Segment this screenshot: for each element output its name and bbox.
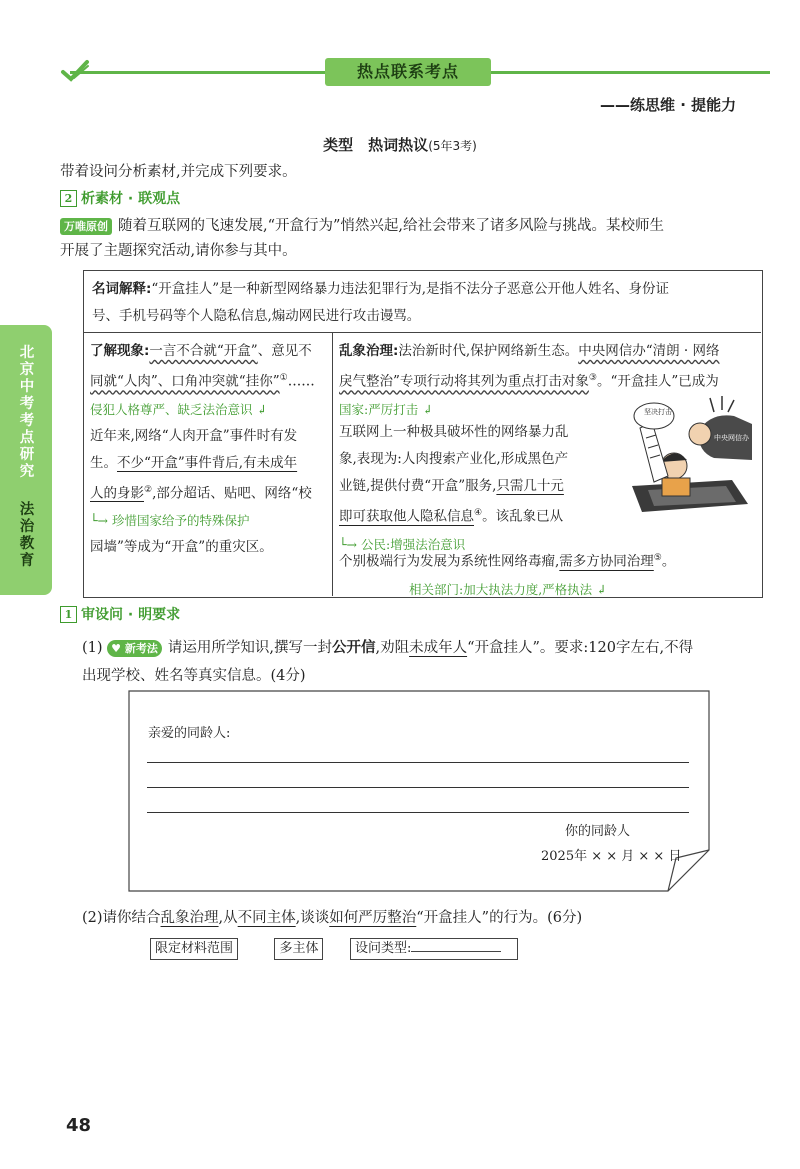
note-state: 国家:严厉打击 ↲ — [339, 401, 433, 417]
definition-line2: 号、手机号码等个人隐私信息,煽动网民进行攻击谩骂。 — [92, 308, 421, 324]
letter-signature: 你的同龄人 — [565, 824, 631, 839]
material-divider — [332, 333, 333, 596]
phenomenon-line6: 园墙”等成为“开盒”的重灾区。 — [90, 539, 273, 555]
governance-line1: 乱象治理:法治新时代,保护网络新生态。中央网信办“清朗 · 网络 — [339, 343, 720, 359]
phenomenon-column — [90, 338, 330, 561]
q2-hint-boxes — [150, 938, 518, 960]
note-departments: 相关部门:加大执法力度,严格执法 ↲ — [409, 581, 607, 597]
step1-heading — [60, 603, 180, 628]
step2-intro — [60, 214, 760, 264]
note-citizen: └→ 公民:增强法治意识 — [339, 536, 466, 552]
cartoon-illustration — [602, 394, 754, 518]
phenomenon-label: 了解现象: — [90, 343, 150, 359]
side-tab-main: 北京中考考点研究 — [19, 345, 35, 480]
governance-label: 乱象治理: — [339, 343, 399, 359]
original-tag: 万唯原创 — [60, 218, 112, 235]
cartoon-arm-text: 中央网信办 — [714, 434, 749, 442]
phenomenon-line4: 生。不少“开盒”事件背后,有未成年 — [90, 454, 298, 471]
header-banner: 热点联系考点 — [325, 58, 491, 86]
step2-label: 析素材 · 联观点 — [81, 191, 181, 207]
governance-line4: 象,表现为:人肉搜索产业化,形成黑色产 — [339, 451, 569, 467]
letter-greeting: 亲爱的同龄人: — [148, 726, 231, 741]
phenomenon-line2: 同就“人肉”、口角冲突就“挂你”①…… — [90, 373, 315, 390]
q1-number: (1) — [82, 640, 103, 656]
letter-line-1[interactable] — [147, 762, 689, 763]
q2-number: (2) — [82, 910, 103, 926]
definition-line1: “开盒挂人”是一种新型网络暴力违法犯罪行为,是指不法分子恶意公开他人姓名、身份证 — [151, 281, 669, 297]
note-protection: └→ 珍惜国家给予的特殊保护 — [90, 513, 250, 528]
q1-line2: 出现学校、姓名等真实信息。(4分) — [82, 668, 306, 684]
phenomenon-line3: 近年来,网络“人肉开盒”事件时有发 — [90, 427, 298, 444]
hint-subjects: 多主体 — [274, 938, 323, 960]
governance-line6: 即可获取他人隐私信息④。该乱象已从 — [339, 508, 564, 525]
section-title-note: (5年3考) — [428, 139, 477, 153]
question-1: (1) ♥ 新考法 请运用所学知识,撰写一封公开信,劝阻未成年人“开盒挂人”。要求:120字左右,不得 出现学校、姓名等真实信息。(4分) — [82, 640, 694, 684]
phenomenon-line1: 了解现象:一言不合就“开盒”、意见不 — [90, 343, 312, 359]
question-2: (2)请你结合乱象治理,从不同主体,谈谈如何严厉整治“开盒挂人”的行为。(6分) — [82, 910, 583, 926]
letter-date: 2025年 × × 月 × × 日 — [541, 849, 682, 864]
step1-number: 1 — [60, 606, 77, 623]
new-method-tag: ♥ 新考法 — [107, 640, 162, 657]
instruction: 带着设问分析素材,并完成下列要求。 — [60, 164, 297, 180]
step1-label: 审设问 · 明要求 — [81, 607, 181, 623]
letter-line-2[interactable] — [147, 787, 689, 788]
side-tab-sub: 法治教育 — [19, 502, 35, 569]
section-title-text: 类型 热词热议 — [323, 136, 429, 154]
step2-number: 2 — [60, 190, 77, 207]
governance-line2: 戾气整治”专项行动将其列为重点打击对象③。“开盒挂人”已成为 — [339, 373, 719, 390]
governance-line3: 互联网上一种极具破坏性的网络暴力乱 — [339, 424, 569, 440]
intro-line1: 随着互联网的飞速发展,“开盒行为”悄然兴起,给社会带来了诸多风险与挑战。某校师生 — [118, 218, 665, 234]
header-subtitle: ——练思维 · 提能力 — [600, 96, 737, 114]
page-number: 48 — [66, 1115, 92, 1136]
hint-question-type[interactable]: 设问类型: — [350, 938, 518, 960]
governance-tail — [339, 545, 757, 603]
step2-heading — [60, 187, 180, 212]
hint-scope: 限定材料范围 — [150, 938, 238, 960]
phenomenon-line5: 人的身影②,部分超话、贴吧、网络“校 — [90, 484, 312, 501]
section-title — [0, 134, 800, 155]
governance-line7: 个别极端行为发展为系统性网络毒瘤,需多方协同治理⑤。 — [339, 553, 676, 570]
definition — [92, 276, 756, 330]
letter-line-3[interactable] — [147, 812, 689, 813]
governance-line5: 业链,提供付费“开盒”服务,只需几十元 — [339, 478, 564, 494]
definition-label: 名词解释: — [92, 281, 152, 297]
note-dignity: 侵犯人格尊严、缺乏法治意识 ↲ — [90, 401, 267, 417]
cartoon-sign-text: 坚决打击 — [644, 408, 672, 416]
governance-column-body — [339, 419, 609, 558]
intro-line2: 开展了主题探究活动,请你参与其中。 — [60, 243, 297, 259]
